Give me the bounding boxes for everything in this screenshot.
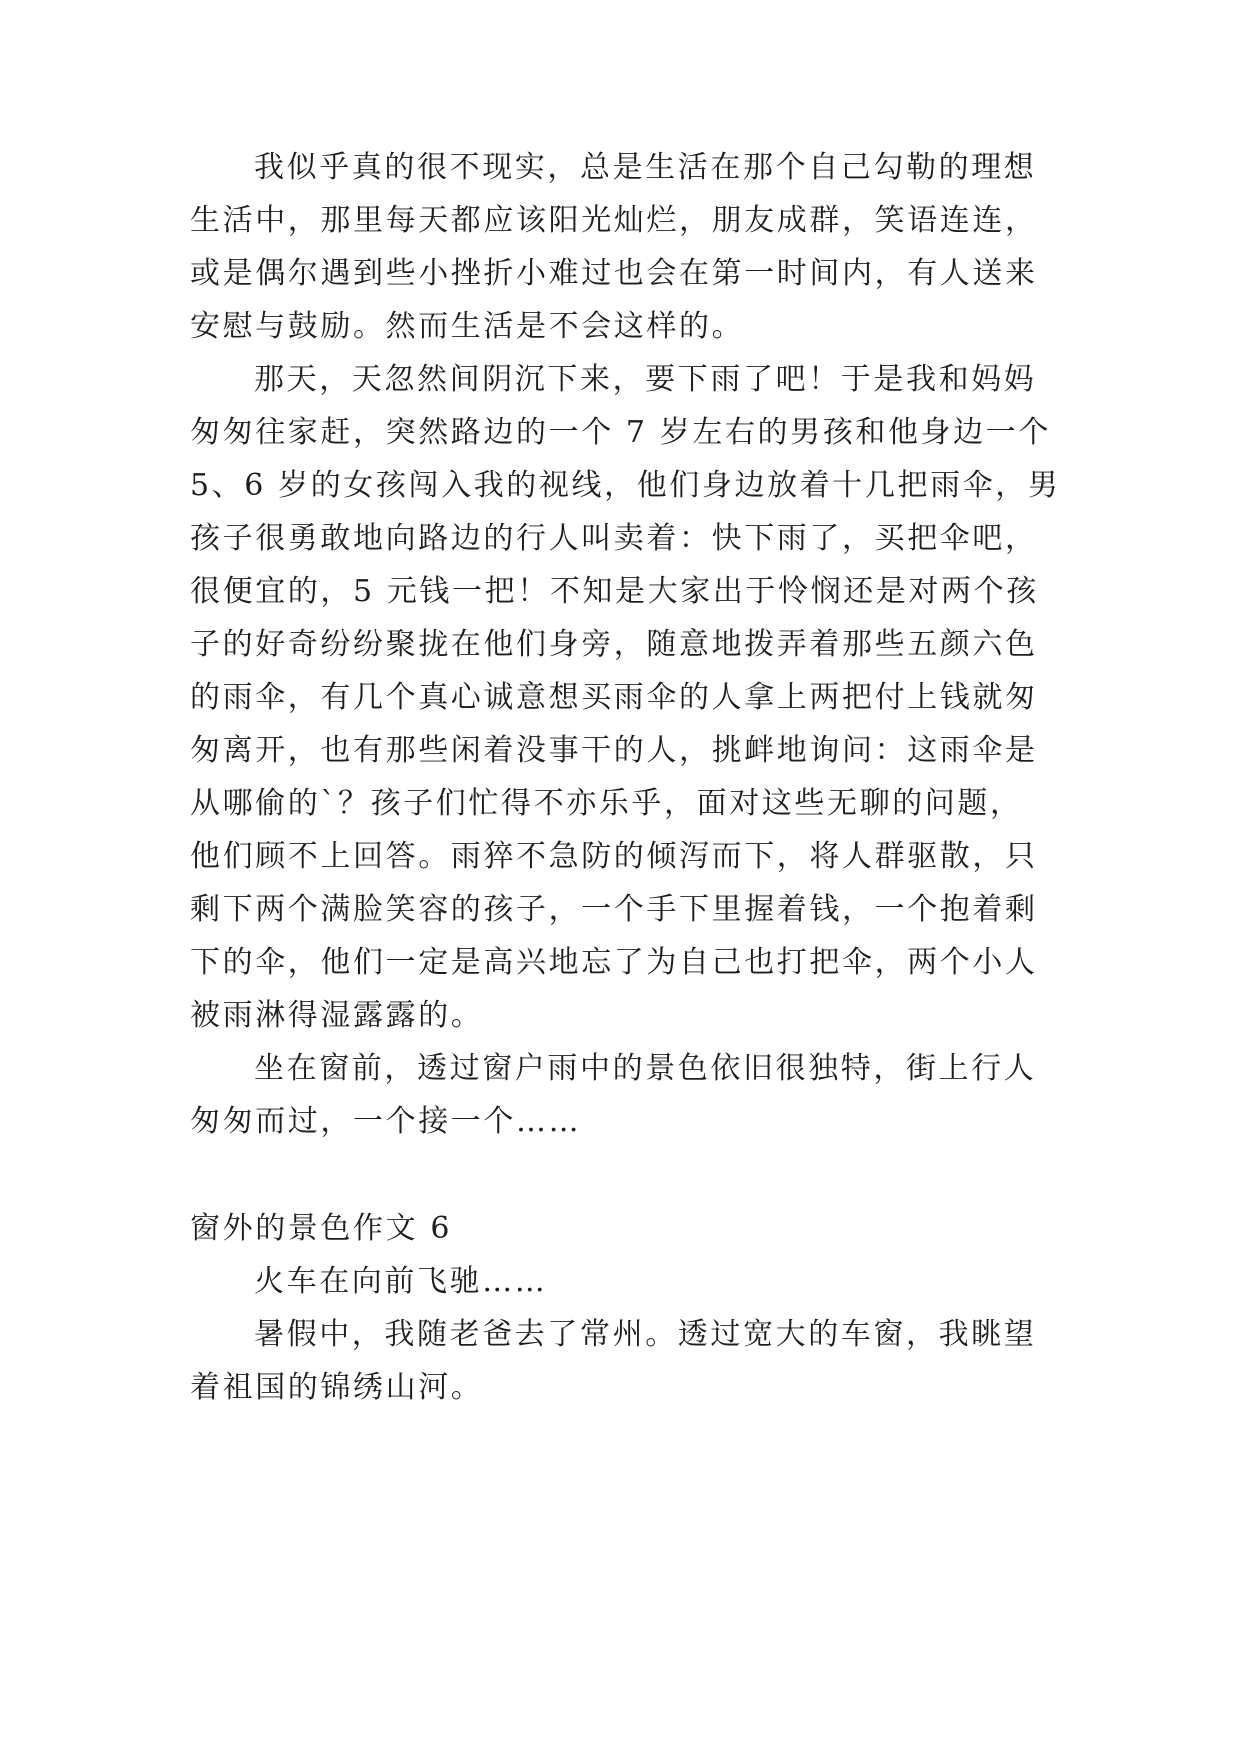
text-line: 匆匆而过，一个接一个…… <box>190 1104 582 1139</box>
text-line: 被雨淋得湿露露的。 <box>190 998 484 1033</box>
text-line: 匆匆往家赶，突然路边的一个 7 岁左右的男孩和他身边一个 <box>190 415 1051 450</box>
text-line: 很便宜的，5 元钱一把！不知是大家出于怜悯还是对两个孩 <box>190 574 1039 609</box>
text-line: 从哪偷的`？孩子们忙得不亦乐乎，面对这些无聊的问题， <box>190 786 1023 821</box>
text-line: 坐在窗前，透过窗户雨中的景色依旧很独特，街上行人 <box>254 1051 1037 1086</box>
text-line: 那天，天忽然间阴沉下来，要下雨了吧！于是我和妈妈 <box>254 362 1037 397</box>
text-line: 匆离开，也有那些闲着没事干的人，挑衅地询问：这雨伞是 <box>190 733 1038 768</box>
text-line: 或是偶尔遇到些小挫折小难过也会在第一时间内，有人送来 <box>190 256 1038 291</box>
text-line: 5、6 岁的女孩闯入我的视线，他们身边放着十几把雨伞，男 <box>190 468 1061 503</box>
text-line: 子的好奇纷纷聚拢在他们身旁，随意地拨弄着那些五颜六色 <box>190 627 1038 662</box>
text-line: 下的伞，他们一定是高兴地忘了为自己也打把伞，两个小人 <box>190 945 1038 980</box>
text-line: 我似乎真的很不现实，总是生活在那个自己勾勒的理想 <box>254 150 1037 185</box>
text-line: 剩下两个满脸笑容的孩子，一个手下里握着钱，一个抱着剩 <box>190 892 1038 927</box>
text-line: 孩子很勇敢地向路边的行人叫卖着：快下雨了，买把伞吧， <box>190 521 1038 556</box>
text-line: 暑假中，我随老爸去了常州。透过宽大的车窗，我眺望 <box>254 1317 1037 1352</box>
text-line: 的雨伞，有几个真心诚意想买雨伞的人拿上两把付上钱就匆 <box>190 680 1038 715</box>
text-line: 生活中，那里每天都应该阳光灿烂，朋友成群，笑语连连， <box>190 203 1038 238</box>
text-line: 火车在向前飞驰…… <box>254 1264 548 1299</box>
text-line: 安慰与鼓励。然而生活是不会这样的。 <box>190 309 745 344</box>
section-heading: 窗外的景色作文 6 <box>190 1211 453 1246</box>
text-line: 他们顾不上回答。雨猝不急防的倾泻而下，将人群驱散，只 <box>190 839 1038 874</box>
text-line: 着祖国的锦绣山河。 <box>190 1370 484 1405</box>
